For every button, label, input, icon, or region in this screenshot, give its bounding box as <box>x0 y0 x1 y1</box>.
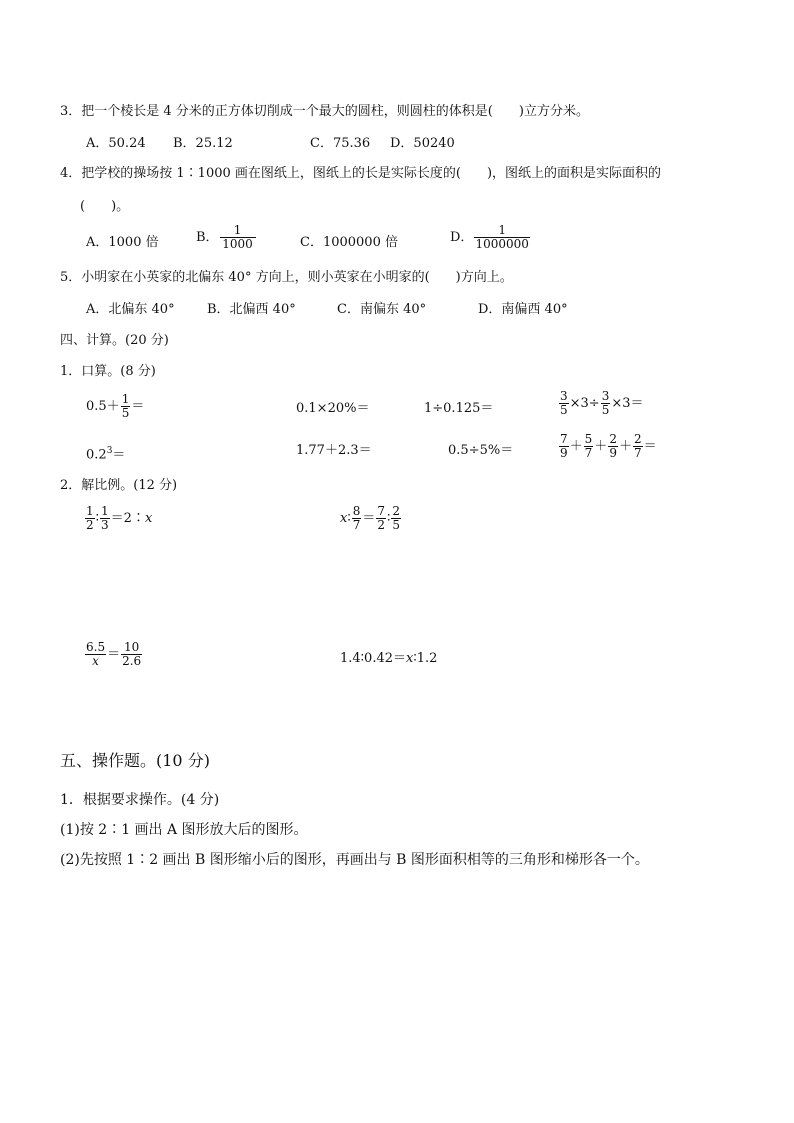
proportion-1 <box>84 505 152 532</box>
q4-option-b <box>196 224 257 251</box>
mental-math-2: 0.1×20%＝ <box>296 401 370 416</box>
fraction-numerator: 7 <box>377 504 386 518</box>
expr-text: ＋ <box>569 438 583 454</box>
expr-text: ＝ <box>643 438 657 454</box>
expr-text: ×3＝ <box>611 395 644 411</box>
q3-option-d: D．50240 <box>390 136 455 151</box>
fraction <box>121 641 142 668</box>
q5-option-d: D．南偏西 40° <box>478 302 568 317</box>
mental-math-7: 0.5÷5%＝ <box>448 443 514 458</box>
fraction <box>391 505 401 532</box>
mental-math-3: 1÷0.125＝ <box>424 401 494 416</box>
question-5-text: 5．小明家在小英家的北偏东 40° 方向上，则小英家在小明家的( )方向上。 <box>60 270 513 285</box>
mental-math-5 <box>86 443 125 463</box>
fraction-numerator: 1 <box>86 504 94 518</box>
fraction <box>584 433 594 460</box>
q4-option-c: C．1000000 倍 <box>300 235 398 250</box>
expr-text: 0.5＋ <box>86 398 120 414</box>
fraction-numerator: 3 <box>601 389 610 403</box>
section-5-step-2: (2)先按照 1∶2 画出 B 图形缩小后的图形，再画出与 B 图形面积相等的三角形和梯形各一个。 <box>60 852 649 868</box>
q4-option-b-fraction <box>220 224 256 251</box>
q5-option-a: A．北偏东 40° <box>86 302 175 317</box>
expr-text: ×3÷ <box>569 395 600 411</box>
expr-base: 0.2 <box>86 447 107 463</box>
q4-option-a: A．1000 倍 <box>86 235 159 250</box>
fraction-denominator: 3 <box>101 518 109 532</box>
fraction-numerator: 10 <box>121 641 142 655</box>
fraction-denominator: 7 <box>584 446 593 460</box>
expr-text: ＝2∶ <box>110 510 145 526</box>
expr-exponent: 3 <box>106 446 113 456</box>
expr-text: ∶1.2 <box>413 651 438 666</box>
fraction-numerator: 1 <box>474 224 529 238</box>
section-4-part-2-title: 2．解比例。(12 分) <box>60 478 178 493</box>
q5-option-c: C．南偏东 40° <box>337 302 427 317</box>
fraction <box>85 505 95 532</box>
fraction <box>352 505 362 532</box>
fraction <box>633 433 643 460</box>
mental-math-8 <box>558 433 657 460</box>
fraction-numerator: 2 <box>609 432 617 446</box>
question-4-text: 4．把学校的操场按 1∶1000 画在图纸上，图纸上的长是实际长度的( )，图纸上的面积是实际面积的 <box>60 166 662 181</box>
expr-text: ＋ <box>618 438 632 454</box>
question-3-text: 3．把一个棱长是 4 分米的正方体切削成一个最大的圆柱，则圆柱的体积是( )立方分米。 <box>60 104 589 119</box>
fraction <box>100 505 110 532</box>
q4-option-d <box>450 224 531 251</box>
fraction-denominator: 1000 <box>222 237 253 251</box>
fraction <box>601 390 611 417</box>
fraction-denominator: 2 <box>377 518 386 532</box>
fraction-denominator: 5 <box>601 403 610 417</box>
q4-option-d-fraction <box>474 224 529 251</box>
fraction-numerator: 3 <box>560 389 568 403</box>
q3-option-a: A．50.24 <box>86 136 146 151</box>
fraction-denominator: 7 <box>352 518 361 532</box>
expr-text: ＝ <box>107 646 121 662</box>
section-4-part-1-title: 1．口算。(8 分) <box>60 364 156 379</box>
proportion-4 <box>340 651 437 667</box>
fraction <box>121 393 131 420</box>
fraction <box>559 433 569 460</box>
fraction-numerator: 1 <box>101 504 109 518</box>
fraction <box>559 390 569 417</box>
variable-x: x <box>340 510 348 526</box>
expr-text: ＝ <box>131 398 145 414</box>
proportion-3 <box>84 641 143 668</box>
fraction-numerator: 7 <box>560 432 568 446</box>
variable-x: x <box>144 510 153 526</box>
expr-text: ＝ <box>362 510 376 526</box>
section-5-title: 五、操作题。(10 分) <box>60 751 210 770</box>
fraction-denominator: 5 <box>392 518 401 532</box>
q4-option-b-label: B． <box>196 229 219 245</box>
section-5-step-1: (1)按 2∶1 画出 A 图形放大后的图形。 <box>60 822 308 838</box>
fraction <box>608 433 618 460</box>
fraction-denominator: 1000000 <box>475 237 529 251</box>
fraction-numerator: 2 <box>633 432 642 446</box>
fraction-denominator: 7 <box>633 446 642 460</box>
mental-math-1 <box>86 393 144 420</box>
fraction-denominator: x <box>92 654 99 668</box>
question-4-text-cont: ( )。 <box>80 199 130 214</box>
mental-math-4 <box>558 390 644 417</box>
fraction-numerator: 1 <box>220 224 256 238</box>
fraction-denominator: 9 <box>560 446 568 460</box>
q3-option-b: B．25.12 <box>173 136 233 151</box>
expr-text: 1.4∶0.42＝ <box>340 651 407 666</box>
expr-text: ＋ <box>594 438 608 454</box>
mental-math-6: 1.77＋2.3＝ <box>296 443 372 458</box>
fraction-denominator: 2 <box>86 518 94 532</box>
fraction-numerator: 8 <box>352 504 361 518</box>
q3-option-c: C．75.36 <box>310 136 371 151</box>
q5-option-b: B．北偏西 40° <box>207 302 296 317</box>
fraction-denominator: 5 <box>121 406 130 420</box>
expr-text: ∶ <box>95 510 100 526</box>
variable-x: x <box>406 651 414 666</box>
fraction-denominator: 2.6 <box>122 654 142 668</box>
q4-option-d-label: D． <box>450 229 474 245</box>
fraction-numerator: 1 <box>121 392 130 406</box>
fraction-numerator: 6.5 <box>86 640 106 654</box>
fraction <box>85 641 106 668</box>
fraction-denominator: 5 <box>560 403 568 417</box>
fraction <box>376 505 386 532</box>
fraction-numerator: 2 <box>392 504 401 518</box>
section-5-part-1: 1．根据要求操作。(4 分) <box>60 792 220 808</box>
section-4-title: 四、计算。(20 分) <box>60 333 169 348</box>
proportion-2 <box>340 505 402 532</box>
fraction-denominator: 9 <box>609 446 617 460</box>
expr-text: ∶ <box>347 510 351 526</box>
fraction-numerator: 5 <box>584 432 593 446</box>
expr-text: ∶ <box>387 510 391 526</box>
expr-text: ＝ <box>112 447 126 463</box>
